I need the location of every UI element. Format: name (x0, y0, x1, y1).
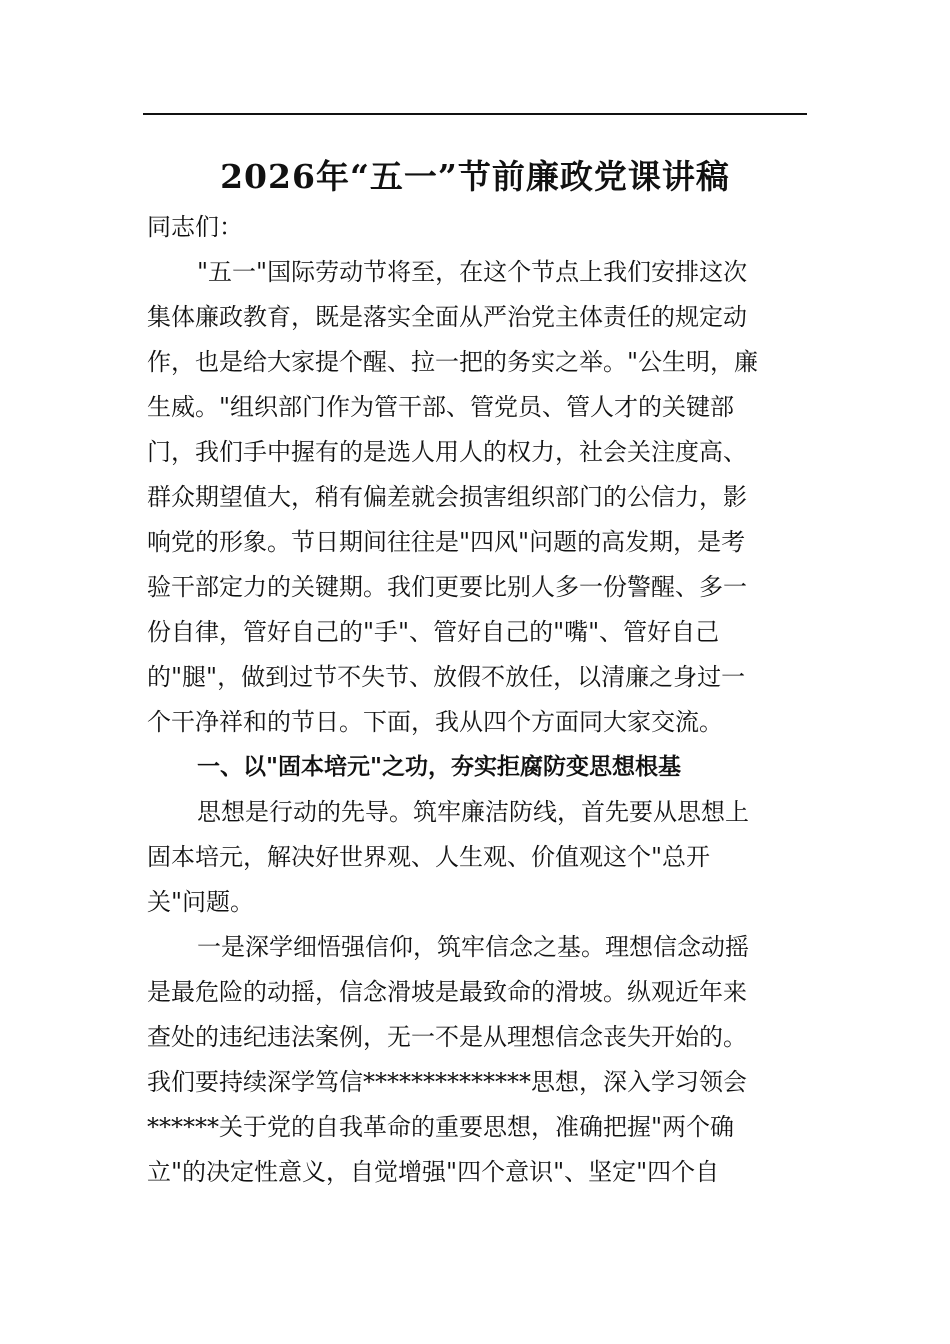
body-line: 响党的形象。节日期间往往是"四风"问题的高发期，是考 (147, 528, 746, 556)
body-line: 生威。"组织部门作为管干部、管党员、管人才的关键部 (147, 393, 735, 421)
salutation: 同志们： (147, 213, 243, 241)
body-line: 固本培元，解决好世界观、人生观、价值观这个"总开 (147, 843, 711, 871)
body-line: 集体廉政教育，既是落实全面从严治党主体责任的规定动 (147, 303, 747, 331)
body-line: 我们要持续深学笃信**************思想，深入学习领会 (147, 1068, 747, 1096)
section-heading: 一、以"固本培元"之功，夯实拒腐防变思想根基 (197, 754, 681, 780)
body-line: 作，也是给大家提个醒、拉一把的务实之举。"公生明，廉 (147, 348, 759, 376)
body-line: 查处的违纪违法案例，无一不是从理想信念丧失开始的。 (147, 1023, 747, 1051)
top-horizontal-rule (143, 113, 807, 115)
body-line: 的"腿"，做到过节不失节、放假不放任，以清廉之身过一 (147, 663, 746, 691)
document-title: 2026年“五一”节前廉政党课讲稿 (220, 157, 730, 196)
body-line: 个干净祥和的节日。下面，我从四个方面同大家交流。 (147, 708, 723, 736)
body-line: 立"的决定性意义，自觉增强"四个意识"、坚定"四个自 (147, 1158, 720, 1186)
body-line: 思想是行动的先导。筑牢廉洁防线，首先要从思想上 (197, 798, 749, 826)
body-line: 门，我们手中握有的是选人用人的权力，社会关注度高、 (147, 438, 747, 466)
body-line: 群众期望值大，稍有偏差就会损害组织部门的公信力，影 (147, 483, 747, 511)
body-line: 一是深学细悟强信仰，筑牢信念之基。理想信念动摇 (197, 933, 749, 961)
body-line: 份自律，管好自己的"手"、管好自己的"嘴"、管好自己 (147, 618, 720, 646)
body-line: 关"问题。 (147, 888, 255, 916)
body-line: "五一"国际劳动节将至，在这个节点上我们安排这次 (197, 258, 748, 286)
body-line: 验干部定力的关键期。我们更要比别人多一份警醒、多一 (147, 573, 747, 601)
body-line: ******关于党的自我革命的重要思想，准确把握"两个确 (147, 1113, 735, 1141)
body-line: 是最危险的动摇，信念滑坡是最致命的滑坡。纵观近年来 (147, 978, 747, 1006)
